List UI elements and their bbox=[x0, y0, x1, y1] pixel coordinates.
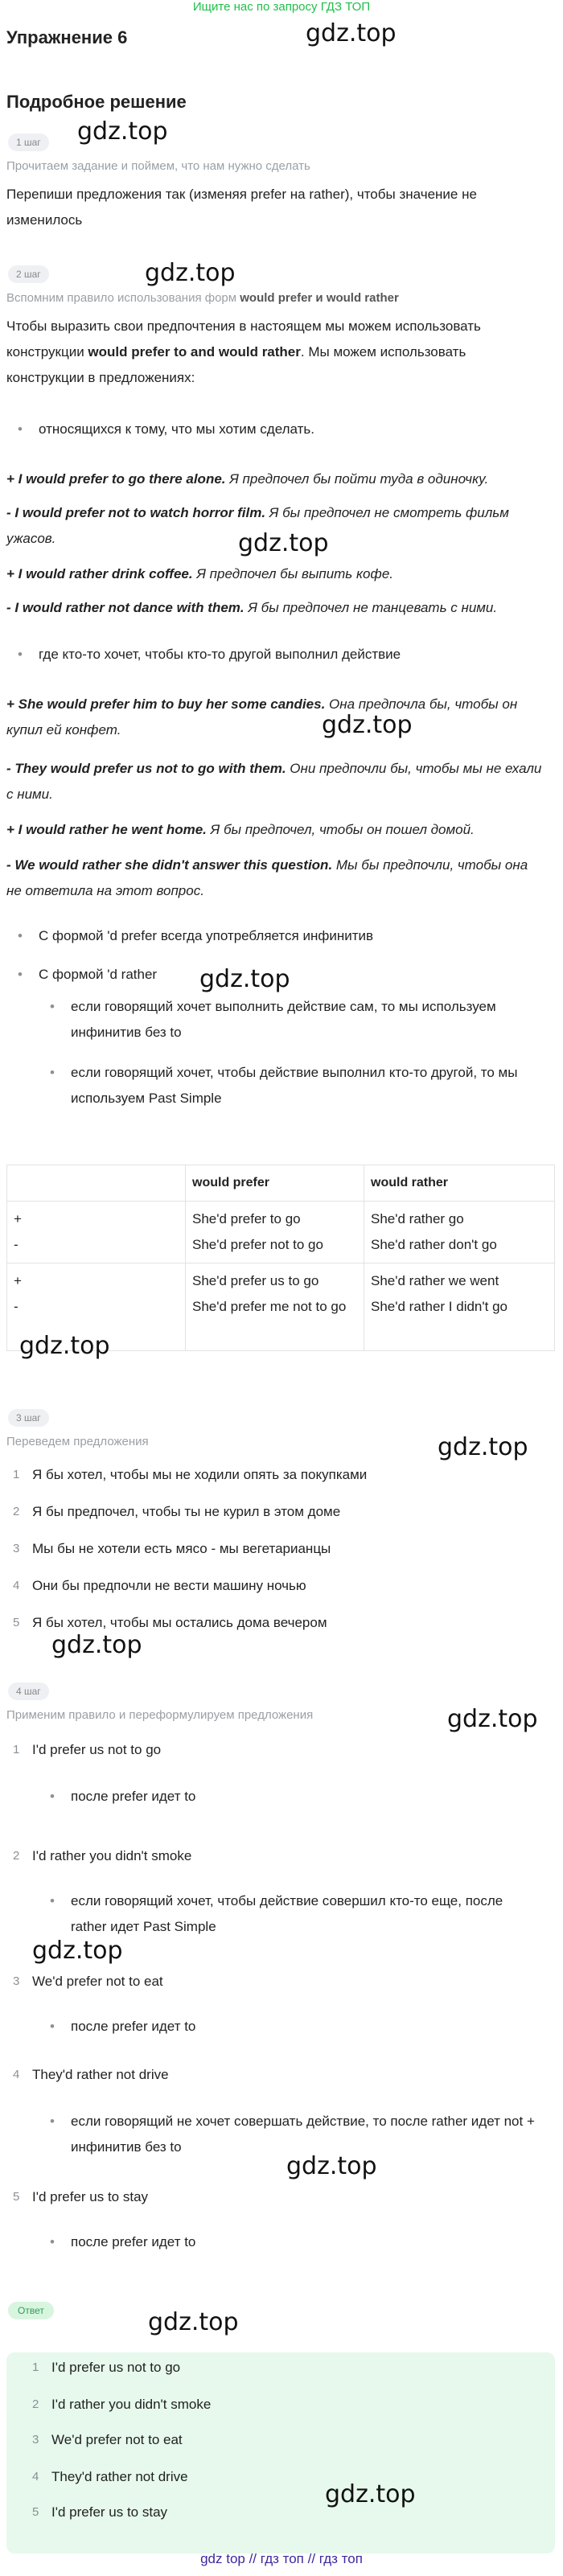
table-cell: She'd rather we went bbox=[371, 1273, 499, 1288]
list-item: 3 We'd prefer not to eat bbox=[13, 1974, 163, 1989]
watermark: gdz.top bbox=[145, 259, 236, 287]
table-cell: She'd prefer me not to go bbox=[192, 1299, 347, 1314]
rule-intro: Чтобы выразить свои предпочтения в настоящем мы можем использовать конструкции would prefer to and would rather. Мы можем использовать конструкции в предложениях: bbox=[6, 318, 481, 385]
sub-list-item: • после prefer идет to bbox=[71, 2229, 537, 2255]
table-cell: She'd rather don't go bbox=[371, 1237, 497, 1252]
step-description: Прочитаем задание и поймем, что нам нужно сделать bbox=[6, 159, 310, 173]
table-row bbox=[7, 1202, 555, 1263]
step-description: Вспомним правило использования форм would prefer и would rather bbox=[6, 291, 399, 305]
watermark: gdz.top bbox=[286, 2152, 377, 2180]
step-badge: 4 шаг bbox=[8, 1682, 49, 1700]
table-cell: - bbox=[14, 1299, 18, 1314]
page-title: Упражнение 6 bbox=[6, 27, 128, 47]
sub-list-item: • после prefer идет to bbox=[71, 2014, 537, 2040]
watermark: gdz.top bbox=[32, 1937, 123, 1965]
list-item: 1 I'd prefer us not to go bbox=[13, 1742, 162, 1757]
answer-item: 5 I'd prefer us to stay bbox=[32, 2504, 168, 2520]
example-line: + I would rather he went home. Я бы предпочел, чтобы он пошел домой. bbox=[6, 822, 475, 837]
step-description: Переведем предложения bbox=[6, 1435, 149, 1448]
table-header-row bbox=[7, 1165, 555, 1202]
list-item: 1 Я бы хотел, чтобы мы не ходили опять за покупками bbox=[13, 1467, 368, 1482]
table-cell: + bbox=[14, 1211, 22, 1226]
sub-list-item: • после prefer идет to bbox=[71, 1784, 537, 1810]
rules-table bbox=[6, 1165, 555, 1351]
sub-list-item: • если говорящий хочет выполнить действие сам, то мы используем инфинитив без to bbox=[71, 994, 537, 1046]
table-cell: - bbox=[14, 1237, 18, 1252]
example-line: - I would prefer not to watch horror film. Я бы предпочел не смотреть фильм ужасов. bbox=[6, 505, 509, 546]
answer-item: 4 They'd rather not drive bbox=[32, 2469, 188, 2484]
list-item: 2 Я бы предпочел, чтобы ты не курил в этом доме bbox=[13, 1504, 341, 1519]
example-line: + I would rather drink coffee. Я предпочел бы выпить кофе. bbox=[6, 566, 394, 581]
table-header: would rather bbox=[364, 1165, 555, 1202]
list-item: 5 I'd prefer us to stay bbox=[13, 2189, 149, 2204]
search-banner[interactable]: Ищите нас по запросу ГДЗ ТОП bbox=[192, 0, 371, 14]
watermark: gdz.top bbox=[148, 2308, 239, 2336]
table-cell: She'd prefer not to go bbox=[192, 1237, 323, 1252]
watermark: gdz.top bbox=[325, 2480, 416, 2508]
sub-list-item: • если говорящий не хочет совершать действие, то после rather идет not + инфинитив без to bbox=[71, 2109, 537, 2160]
list-item: • С формой 'd prefer всегда употребляется инфинитив bbox=[39, 923, 373, 949]
list-item: • С формой 'd rather bbox=[39, 962, 157, 988]
answer-badge: Ответ bbox=[8, 2302, 54, 2319]
answer-item: 1 I'd prefer us not to go bbox=[32, 2360, 181, 2375]
watermark: gdz.top bbox=[77, 117, 168, 146]
table-cell: She'd rather I didn't go bbox=[371, 1299, 508, 1314]
example-line: - We would rather she didn't answer this question. Мы бы предпочли, чтобы она не ответила на этот вопрос. bbox=[6, 857, 528, 898]
list-item: 3 Мы бы не хотели есть мясо - мы вегетарианцы bbox=[13, 1541, 331, 1556]
list-item: 5 Я бы хотел, чтобы мы остались дома вечером bbox=[13, 1615, 327, 1630]
sub-list-item: • если говорящий хочет, чтобы действие совершил кто-то еще, после rather идет Past Simple bbox=[71, 1888, 537, 1940]
table-cell: She'd prefer us to go bbox=[192, 1273, 319, 1288]
footer-links[interactable]: gdz top // гдз топ // гдз топ bbox=[200, 2551, 363, 2566]
watermark: gdz.top bbox=[306, 19, 397, 47]
section-title: Подробное решение bbox=[6, 92, 187, 112]
watermark: gdz.top bbox=[199, 965, 290, 993]
list-item: • где кто-то хочет, чтобы кто-то другой выполнил действие bbox=[39, 642, 401, 668]
watermark: gdz.top bbox=[447, 1705, 538, 1733]
watermark: gdz.top bbox=[51, 1631, 142, 1659]
table-cell: She'd rather go bbox=[371, 1211, 464, 1226]
answer-item: 3 We'd prefer not to eat bbox=[32, 2432, 183, 2447]
watermark: gdz.top bbox=[19, 1332, 110, 1360]
list-item: 4 Они бы предпочли не вести машину ночью bbox=[13, 1578, 306, 1593]
answer-item: 2 I'd rather you didn't smoke bbox=[32, 2397, 212, 2412]
example-line: + She would prefer him to buy her some candies. Она предпочла бы, чтобы он купил ей конфет. bbox=[6, 696, 518, 737]
watermark: gdz.top bbox=[322, 711, 413, 739]
table-cell: + bbox=[14, 1273, 22, 1288]
step-badge: 2 шаг bbox=[8, 265, 49, 283]
table-header bbox=[7, 1165, 186, 1202]
step-description: Применим правило и переформулируем предложения bbox=[6, 1708, 314, 1722]
example-line: + I would prefer to go there alone. Я предпочел бы пойти туда в одиночку. bbox=[6, 471, 489, 487]
example-line: - They would prefer us not to go with them. Они предпочли бы, чтобы мы не ехали с ними. bbox=[6, 761, 542, 802]
example-line: - I would rather not dance with them. Я бы предпочел не танцевать с ними. bbox=[6, 600, 498, 615]
step-badge: 1 шаг bbox=[8, 134, 49, 151]
list-item: • относящихся к тому, что мы хотим сделать. bbox=[39, 417, 314, 442]
watermark: gdz.top bbox=[438, 1433, 528, 1461]
sub-list-item: • если говорящий хочет, чтобы действие выполнил кто-то другой, то мы используем Past Simple bbox=[71, 1060, 537, 1111]
table-cell: She'd prefer to go bbox=[192, 1211, 301, 1226]
list-item: 4 They'd rather not drive bbox=[13, 2067, 169, 2082]
watermark: gdz.top bbox=[238, 529, 329, 557]
task-text: Перепиши предложения так (изменяя prefer на rather), чтобы значение не изменилось bbox=[6, 187, 477, 228]
list-item: 2 I'd rather you didn't smoke bbox=[13, 1848, 192, 1863]
step-badge: 3 шаг bbox=[8, 1409, 49, 1427]
table-header: would prefer bbox=[186, 1165, 364, 1202]
